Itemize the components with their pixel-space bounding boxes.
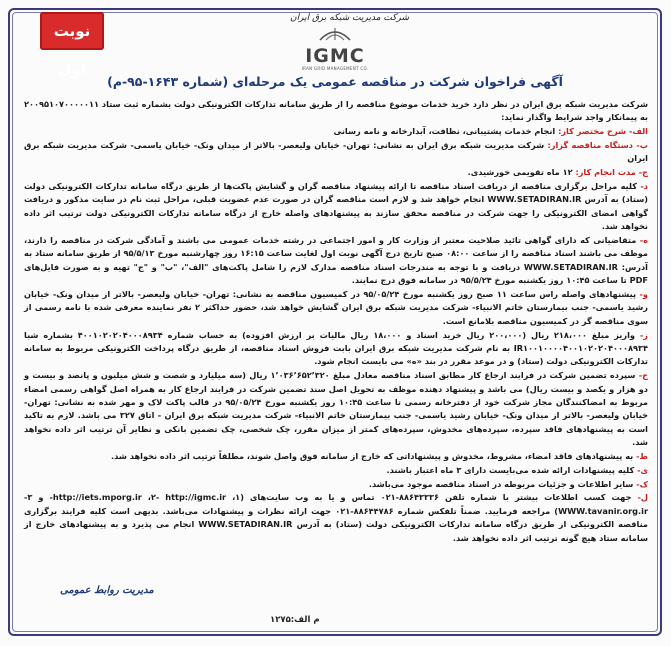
signature: مدیریت روابط عمومی bbox=[60, 585, 154, 596]
item-text: پیشنهادهای واصله راس ساعت ۱۱ صبح روز یکشنبه مورخ ۹۵/۰۵/۲۴ در کمیسیون مناقصه به نشانی: تهران- خیابان ولیعصر- بالاتر از میدان ونک- خیابان رشید یاسمی- جنب بیمارستان خاتم الانبیاء- شرکت مدیریت شبکه برق ایران گشایش خواهد شد، حضور حداکثر ۲ نفر نماینده معرفی شده با نامه رسمی از سوی مناقصه گر در کمیسیون مناقصه بلامانع است. bbox=[24, 289, 648, 326]
item-label: ل- bbox=[631, 492, 648, 503]
item-d bbox=[24, 180, 648, 234]
item-label: ی- bbox=[634, 464, 648, 475]
notice-body bbox=[24, 98, 648, 545]
item-a bbox=[24, 125, 648, 138]
item-text: سپرده تضمین شرکت در فرایند ارجاع کار مطابق اسناد مناقصه معادل مبلغ ۱٬۰۳۶٬۶۵۲٬۳۲۰ ریال (سه میلیارد و شصت و شش میلیون و پانصد و بیست و دو هزار و یکصد و بیست ریال) می باشد و پیشنهاد دهنده موظف به تحویل اصل سند تضمین شرکت در فرایند ارجاع کار به همراه اصل گواهی رسمی امضاء مربوط به امضاکنندگان مجاز شرکت خود از دفترخانه رسمی تا ساعت ۱۰:۴۵ روز یکشنبه مورخ ۹۵/۰۵/۲۴ در قالب پاکت لاک و مهر شده به نشانی: تهران- خیابان ولیعصر- بالاتر از میدان ونک- خیابان رشید یاسمی- جنب بیمارستان خاتم الانبیاء- شرکت مدیریت شبکه برق ایران - اتاق ۳۲۷ می باشد. لازم به تاکید است به پیشنهادهای فاقد سپرده، سپرده‌های مخدوش، سپرده‌های کمتر از میزان مقرر، چک شخصی، چک تضمین بانکی و نظایر آن ترتیب اثر داده نخواهد شد. bbox=[24, 370, 648, 448]
item-label: ک- bbox=[633, 478, 648, 489]
item-label: د- bbox=[640, 181, 648, 191]
item-label: ز- bbox=[634, 329, 648, 340]
reference-code: م الف:۱۲۷۵ bbox=[270, 615, 320, 625]
notice-title: آگهی فراخوان شرکت در مناقصه عمومی یک مرحله‌ای (شماره ۱۶۴۳-۹۵-م) bbox=[107, 74, 563, 89]
item-h bbox=[24, 369, 648, 449]
item-text: متقاضیانی که دارای گواهی تائید صلاحیت معتبر از وزارت کار و امور اجتماعی در رشته خدمات عمومی می باشند و آمادگی شرکت در مناقصه را دارند، موظف می باشند اسناد مناقصه را از ساعت ۰۸:۰۰ صبح تاریخ درج آگهی نوبت اول لغایت ساعت ۱۶:۱۵ روز چهارشنبه مورخ ۹۵/۵/۱۳ از طریق سامانه ستاد به آدرس: WWW.SETADIRAN.IR دریافت و با توجه به مندرجات اسناد مناقصه مدارک لازم را شامل پاکت‌های "الف"، "ب" و "ج" تهیه و به صورت فایل‌های PDF تا ساعت ۱۰:۴۵ روز یکشنبه مورخ ۹۵/۵/۲۴ در سامانه فوق درج نمایند. bbox=[24, 235, 649, 286]
logo-mark: IGMC bbox=[305, 45, 365, 67]
item-e bbox=[24, 234, 648, 288]
item-text: ۱۲ ماه تقویمی خورشیدی. bbox=[467, 167, 576, 178]
emblem-icon bbox=[318, 26, 352, 42]
item-b bbox=[24, 139, 648, 166]
item-k bbox=[24, 478, 648, 491]
item-text: واریز مبلغ ۲۱۸،۰۰۰ ریال (۲۰۰،۰۰۰ ریال خرید اسناد و ۱۸،۰۰۰ ریال مالیات بر ارزش افزوده) به حساب شماره ۴۰۰۱۰۲۰۲۰۴۰۰۰۸۹۳۴ بشماره شبا IR۱۰۰۱۰۰۰۰۴۰۰۱۰۲۰۲۰۴۰۰۰۸۹۳۴ به نام شرکت مدیریت شبکه برق ایران بابت فروش اسناد مناقصه، از طریق درگاه پرداخت الکترونیکی مربوط به سامانه تدارکات الکترونیکی دولت (ستاد) و در موعد مقرر در بند «ه» می بایست انجام شود. bbox=[24, 329, 648, 367]
item-label: ج- مدت انجام کار: bbox=[575, 167, 648, 178]
item-text: جهت کسب اطلاعات بیشتر با شماره تلفن ۸۸۶۴۳۳۳۶-۰۲۱ تماس و یا به وب سایت‌های (http://iets.mporg.ir ،۲- http://igmc.ir ،۱- و ۳- WWW.tavanir.org.ir) مراجعه فرمایید. ضمناً تلفکس شماره ۸۸۶۴۴۷۸۶-۰۲۱ جهت ارائه نظرات و پیشنهادات می‌باشد. بدیهی است کلیه فرایند برگزاری مناقصه الکترونیکی از طریق درگاه سامانه تدارکات الکترونیکی دولت (ستاد) به آدرس WWW.SETADIRAN.IR انجام می پذیرد و به پیشنهادهای خارج از سامانه ستاد هیچ گونه ترتیب اثر داده نخواهد شد. bbox=[24, 492, 648, 543]
item-i bbox=[24, 450, 648, 463]
logo-calligraphy: شرکت مدیریت شبکه برق ایران bbox=[290, 13, 410, 23]
item-f bbox=[24, 288, 648, 328]
item-j bbox=[24, 464, 648, 477]
company-logo bbox=[290, 10, 410, 72]
logo-subtitle: IRAN GRID MANAGEMENT CO. bbox=[301, 66, 369, 71]
item-text: کلیه مراحل برگزاری مناقصه از دریافت اسناد مناقصه تا ارائه پیشنهاد مناقصه گران و گشایش پاکت‌ها از طریق درگاه سامانه تدارکات الکترونیکی دولت (ستاد) به آدرس WWW.SETADIRAN.IR انجام خواهد شد و لازم است مناقصه گران در صورت عدم عضویت قبلی، مراحل ثبت نام در سایت مذکور و دریافت گواهی امضای الکترونیکی را جهت شرکت در مناقصه محقق سازند به پیشنهادهای واصله خارج از درگاه سامانه تدارکات الکترونیکی دولت ترتیب اثر داده نخواهد شد. bbox=[24, 181, 648, 232]
item-label: ه- bbox=[636, 235, 648, 246]
item-g bbox=[24, 329, 648, 369]
item-label: ط- bbox=[633, 451, 648, 462]
item-label: ح- bbox=[635, 370, 648, 381]
item-l bbox=[24, 491, 648, 545]
item-label: و- bbox=[636, 289, 649, 300]
item-label: الف- شرح مختصر کار: bbox=[558, 126, 648, 137]
item-text: کلیه پیشنهادات ارائه شده می‌بایست دارای ۳ ماه اعتبار باشند. bbox=[386, 464, 635, 475]
item-label: ب- دستگاه مناقصه گزار: bbox=[547, 140, 648, 150]
item-text: سایر اطلاعات و جزئیات مربوطه در اسناد مناقصه موجود می‌باشد. bbox=[368, 478, 634, 489]
item-text: انجام خدمات پشتیبانی، نظافت، آبدارخانه و نامه رسانی bbox=[333, 126, 559, 137]
item-text: به پیشنهادهای فاقد امضاء، مشروط، مخدوش و پیشنهاداتی که خارج از سامانه فوق واصل شوند، مطلقاً ترتیب اثر داده نخواهد شد. bbox=[111, 451, 634, 462]
item-c bbox=[24, 166, 648, 179]
first-round-badge: نوبت اول bbox=[40, 12, 104, 50]
item-text: شرکت مدیریت شبکه برق ایران به نشانی: تهران- خیابان ولیعصر- بالاتر از میدان ونک- خیابان یاسمی- شرکت مدیریت شبکه برق ایران bbox=[24, 140, 648, 164]
intro-paragraph: شرکت مدیریت شبکه برق ایران در نظر دارد خرید خدمات موضوع مناقصه را از طریق سامانه تدارکات الکترونیکی دولت بشماره ثبت ستاد ۲۰۰۹۵۱۰۷۰۰۰۰۰۱۱ به پیمانکار واجد شرایط واگذار نماید: bbox=[24, 99, 648, 123]
